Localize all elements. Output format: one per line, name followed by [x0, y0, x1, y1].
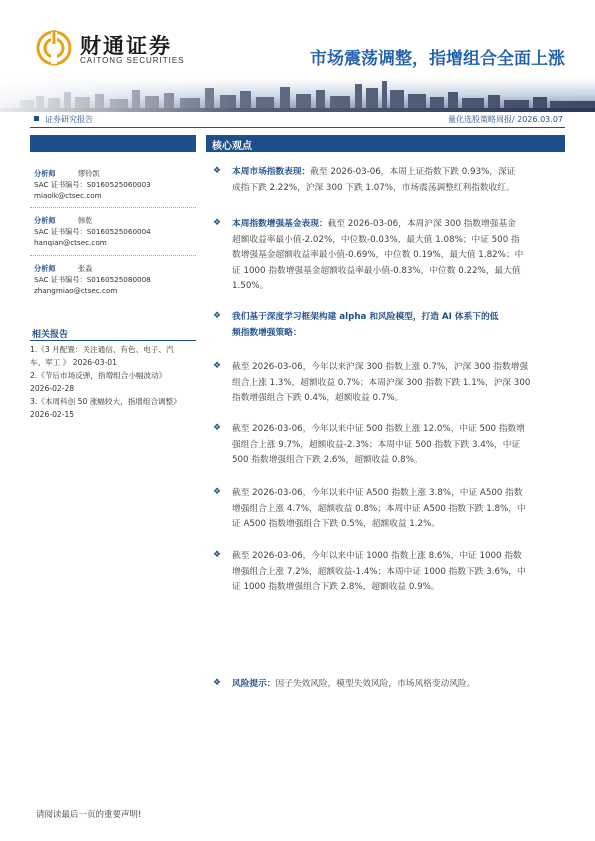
- point-text: 截至 2026-03-06，今年以来中证 1000 指数上涨 8.6%，中证 1000 指数: [232, 551, 522, 561]
- point-hs300: [214, 360, 566, 407]
- point-text: 证 A500 指数增强组合下跌 0.5%，超额收益 1.2%。: [232, 519, 441, 529]
- point-text: 截至 2026-03-06，今年以来沪深 300 指数上涨 0.7%，沪深 300 指数增强: [232, 362, 529, 372]
- report-series-date: 量化选股策略周报/ 2026.03.07: [447, 115, 563, 124]
- analyst-role: 分析师: [34, 216, 56, 225]
- analyst-email[interactable]: miaolk@ctsec.com: [34, 191, 102, 200]
- point-text: 1.50%。: [232, 281, 269, 291]
- divider: [30, 207, 196, 208]
- point-label: 风险提示：: [232, 679, 276, 689]
- point-text: 截至 2026-03-06，本周沪深 300 指数增强基金: [327, 219, 516, 229]
- header-banner-image: [0, 78, 595, 112]
- analyst-role: 分析师: [34, 169, 56, 178]
- divider: [30, 340, 196, 341]
- core-view-header: [206, 135, 565, 152]
- related-report-line[interactable]: 2026-02-15: [30, 410, 75, 419]
- core-view-title: 核心观点: [212, 141, 252, 152]
- analyst-email[interactable]: zhangmiao@ctsec.com: [34, 286, 118, 295]
- point-a500: [214, 486, 566, 533]
- point-text: 强组合上涨 9.7%，超额收益-2.3%；本周中证 500 指数下跌 3.4%，中证: [232, 439, 521, 450]
- sidebar-header-bar: [30, 135, 196, 152]
- point-text: 截至 2026-03-06，今年以来中证 500 指数上涨 12.0%，中证 500 指数增: [232, 424, 525, 434]
- point-text: 数增强基金超额收益率最小值-0.69%，中位数 0.19%，最大值 1.82%；中: [232, 250, 524, 260]
- diamond-bullet-icon: ❖: [213, 423, 222, 433]
- analyst-name: 韩乾: [78, 216, 93, 225]
- related-reports-list: [30, 343, 202, 421]
- related-report-line[interactable]: 1.《3 月配置：关注通信、有色、电子、汽: [30, 345, 174, 354]
- analyst-sac: SAC 证书编号：S0160525080008: [34, 275, 151, 284]
- diamond-bullet-icon: ❖: [213, 218, 222, 228]
- point-text: 证 1000 指数增强组合下跌 2.8%，超额收益 0.9%。: [232, 582, 440, 592]
- diamond-bullet-icon: ❖: [213, 550, 222, 560]
- analyst-name: 缪铃凯: [78, 169, 100, 178]
- diamond-bullet-icon: ❖: [213, 361, 222, 371]
- square-bullet-icon: [34, 116, 39, 121]
- analyst-email[interactable]: hanqian@ctsec.com: [34, 238, 107, 247]
- related-report-line[interactable]: 3.《本周科创 50 涨幅较大，指增组合调整》: [30, 397, 181, 406]
- diamond-bullet-icon: ❖: [213, 166, 222, 176]
- point-heading-text: 我们基于深度学习框架构建 alpha 和风险模型，打造 AI 体系下的低: [232, 312, 499, 322]
- divider: [30, 255, 196, 256]
- point-text: 截至 2026-03-06，本周上证指数下跌 0.93%，深证: [310, 167, 516, 177]
- point-label: 本周市场指数表现：: [232, 167, 311, 177]
- point-text: 成指下跌 2.22%，沪深 300 下跌 1.07%，市场震荡调整红利指数收红。: [232, 182, 515, 193]
- analyst-name: 张淼: [78, 264, 93, 273]
- analyst-sac: SAC 证书编号：S0160525060004: [34, 227, 151, 236]
- related-report-line[interactable]: 2026-02-28: [30, 384, 75, 393]
- footer-disclaimer-note: 请阅读最后一页的重要声明!: [36, 810, 142, 820]
- related-report-line[interactable]: 2.《节后市场反弹，指增组合小幅波动》: [30, 371, 167, 380]
- point-enhanced-funds: [214, 217, 566, 295]
- analyst-role: 分析师: [34, 264, 56, 273]
- point-text: 500 指数增强组合下跌 2.6%，超额收益 0.8%。: [232, 455, 423, 465]
- analyst-card: [34, 168, 198, 201]
- point-market-index: [214, 165, 566, 196]
- point-label: 本周指数增强基金表现：: [232, 219, 328, 229]
- point-strategy-heading: [214, 310, 566, 341]
- logo-name-en: CAITONG SECURITIES: [80, 56, 185, 65]
- related-report-line[interactable]: 车、军工 》 2026-03-01: [30, 358, 117, 367]
- diamond-bullet-icon: ❖: [213, 311, 222, 321]
- point-text: 证 1000 指数增强基金超额收益率最小值-0.83%，中位数 0.22%，最大值: [232, 265, 521, 276]
- report-type-label: 证券研究报告: [45, 115, 93, 124]
- point-csi500: [214, 422, 566, 469]
- point-text: 增强组合上涨 4.7%，超额收益 0.8%；本周中证 A500 指数下跌 1.8%，中: [232, 503, 526, 514]
- analyst-sac: SAC 证书编号：S0160525060003: [34, 180, 151, 189]
- diamond-bullet-icon: ❖: [213, 487, 222, 497]
- company-logo: [36, 26, 186, 76]
- logo-emblem-icon: [36, 30, 72, 66]
- point-text: 截至 2026-03-06，今年以来中证 A500 指数上涨 3.8%，中证 A500 指数: [232, 488, 523, 498]
- report-meta-bar: [30, 112, 565, 128]
- point-text: 增强组合上涨 7.2%，超额收益-1.4%；本周中证 1000 指数下跌 3.6%，中: [232, 566, 526, 577]
- point-heading-text: 频指数增强策略：: [232, 327, 302, 338]
- analyst-card: [34, 215, 198, 248]
- logo-name-cn: 财通证券: [80, 34, 172, 58]
- analyst-card: [34, 263, 198, 296]
- point-text: 超额收益率最小值-2.02%，中位数-0.03%，最大值 1.08%；中证 500 指: [232, 234, 520, 245]
- point-risk-warning: [214, 677, 566, 693]
- point-text: 指数增强组合下跌 0.4%，超额收益 0.7%。: [232, 393, 404, 403]
- report-title: 市场震荡调整，指增组合全面上涨: [310, 49, 565, 69]
- point-csi1000: [214, 549, 566, 596]
- report-type: [34, 114, 93, 125]
- diamond-bullet-icon: ❖: [213, 678, 222, 688]
- point-text: 组合上涨 1.3%，超额收益 0.7%；本周沪深 300 指数下跌 1.1%，沪深 300: [232, 377, 531, 388]
- related-reports-title: 相关报告: [32, 330, 69, 340]
- point-text: 因子失效风险，模型失效风险，市场风格变动风险。: [275, 679, 476, 689]
